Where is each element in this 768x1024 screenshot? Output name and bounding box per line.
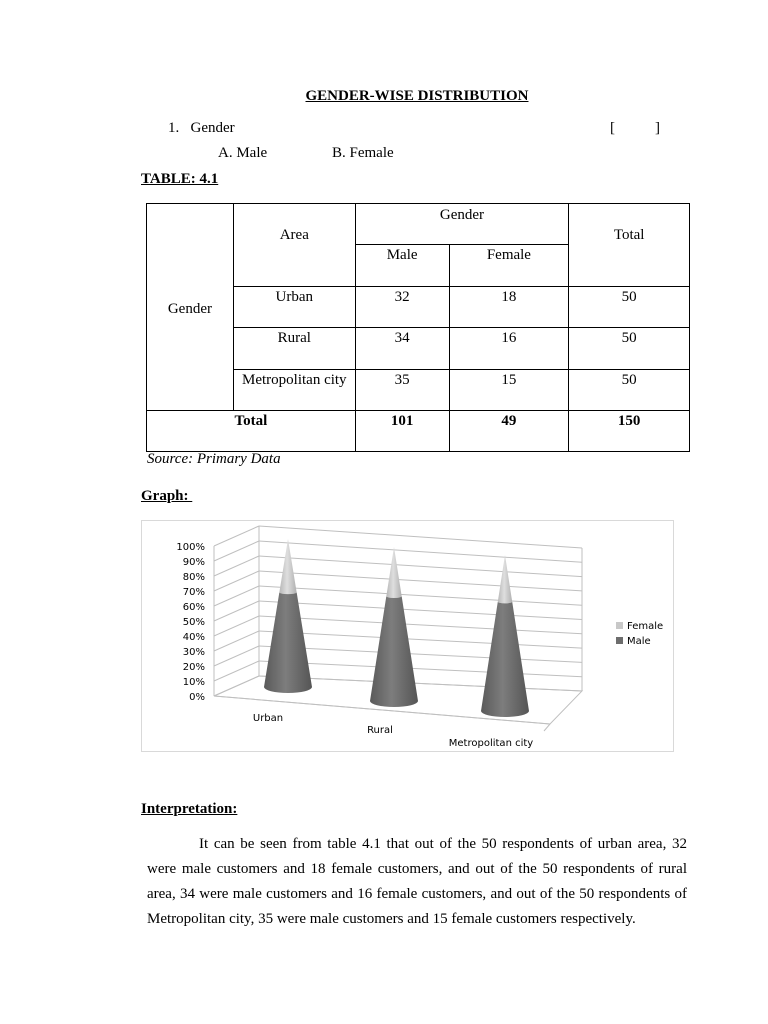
cone (264, 539, 312, 693)
y-tick-label: 60% (182, 602, 205, 613)
legend-swatch (616, 637, 623, 644)
answer-bracket (610, 120, 660, 137)
y-tick-label: 100% (176, 542, 205, 553)
interpretation-text: It can be seen from table 4.1 that out of the 50 respondents of urban area, 32 were male customers and 18 female customers, and out of the 50 respondents of rural area, 34 were male customers and 16 female customers, and out of the 50 respondents of Metropolitan city, 35 were male customers and 15 female customers respectively. (147, 836, 687, 927)
cell-female: 16 (449, 328, 569, 370)
gridline (214, 631, 259, 651)
x-axis-categories (253, 713, 533, 749)
cell-area: Metropolitan city (233, 370, 355, 411)
header-area: Area (233, 204, 355, 287)
cell-female: 18 (449, 287, 569, 328)
gridline (259, 526, 582, 548)
interpretation-paragraph (147, 832, 687, 932)
cell-male: 34 (355, 328, 449, 370)
gridline (214, 646, 259, 666)
cell-area: Rural (233, 328, 355, 370)
legend-label: Female (627, 621, 664, 632)
header-female: Female (449, 245, 569, 287)
y-tick-label: 20% (182, 662, 205, 673)
question-text: Gender (190, 120, 235, 136)
cone (370, 547, 418, 707)
x-category-label: Urban (252, 713, 284, 724)
gridline (214, 661, 259, 681)
y-tick-label: 80% (182, 572, 205, 583)
gridline (214, 616, 259, 636)
question-number: 1. (168, 120, 180, 136)
gridline (259, 616, 582, 634)
interpretation-heading: Interpretation: (141, 801, 238, 817)
legend-swatch (616, 622, 623, 629)
cone-female-segment (386, 547, 401, 598)
legend-label: Male (627, 636, 651, 647)
cell-total: 50 (569, 370, 690, 411)
page-title: GENDER-WISE DISTRIBUTION (305, 88, 529, 104)
y-tick-label: 0% (189, 692, 205, 703)
cell-male: 35 (355, 370, 449, 411)
table-label: TABLE: 4.1 (141, 171, 219, 187)
row-header-gender: Gender (147, 204, 234, 411)
gender-distribution-table (146, 203, 690, 452)
x-category-label: Metropolitan city (448, 738, 534, 749)
source-note: Source: Primary Data (147, 451, 281, 467)
gridline (214, 556, 259, 576)
cell-male: 32 (355, 287, 449, 328)
cell-total-total: 150 (569, 411, 690, 452)
gridline (214, 526, 259, 546)
y-tick-label: 30% (182, 647, 205, 658)
graph-label: Graph: (141, 488, 193, 504)
table-total-row (147, 411, 690, 452)
gridline (259, 631, 582, 648)
gridline (214, 586, 259, 606)
gridline (259, 586, 582, 605)
cell-total-label: Total (147, 411, 356, 452)
cell-total-male: 101 (355, 411, 449, 452)
cell-total: 50 (569, 287, 690, 328)
chart-legend (616, 621, 663, 647)
y-tick-label: 90% (182, 557, 205, 568)
y-axis-ticks (176, 542, 205, 703)
cell-area: Urban (233, 287, 355, 328)
header-gender: Gender (355, 204, 569, 245)
y-tick-label: 50% (182, 617, 205, 628)
bracket-close: ] (655, 120, 660, 136)
question-gender (168, 120, 235, 137)
gridline (214, 541, 259, 561)
chart-container (141, 520, 674, 752)
header-total: Total (569, 204, 690, 287)
x-category-label: Rural (367, 725, 393, 736)
floor-front-edge (544, 724, 550, 731)
header-male: Male (355, 245, 449, 287)
cone (481, 555, 529, 717)
cone-chart (142, 521, 673, 751)
cone-male-segment (264, 592, 312, 693)
y-tick-label: 40% (182, 632, 205, 643)
option-male: A. Male (218, 145, 268, 161)
gridline (214, 601, 259, 621)
cell-female: 15 (449, 370, 569, 411)
chart-series (264, 539, 529, 717)
cone-female-segment (498, 555, 512, 603)
cell-total-female: 49 (449, 411, 569, 452)
y-tick-label: 70% (182, 587, 205, 598)
cone-female-segment (279, 539, 296, 594)
cell-total: 50 (569, 328, 690, 370)
y-tick-label: 10% (182, 677, 205, 688)
gridline (259, 601, 582, 620)
option-female: B. Female (332, 145, 394, 161)
bracket-open: [ (610, 120, 615, 136)
gridline (214, 571, 259, 591)
